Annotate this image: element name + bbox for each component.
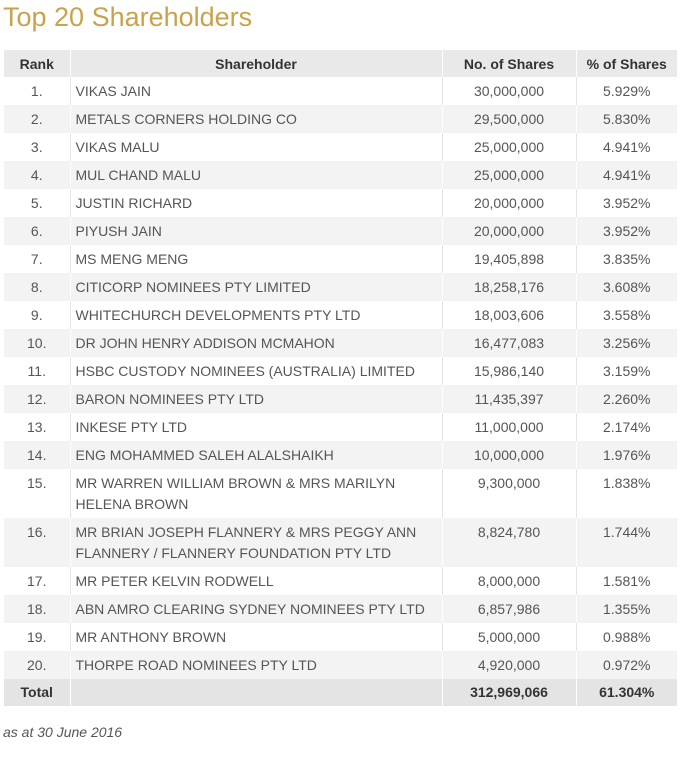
cell-rank: 20. xyxy=(27,656,47,673)
cell-pct: 1.976% xyxy=(603,446,651,463)
cell-pct: 1.355% xyxy=(603,600,651,617)
table-row xyxy=(4,77,677,105)
table-row xyxy=(4,301,677,329)
cell-shareholder: ENG MOHAMMED SALEH ALALSHAIKH xyxy=(75,446,334,463)
cell-rank: 7. xyxy=(30,250,43,267)
cell-rank: 13. xyxy=(27,418,47,435)
cell-shareholder: MR ANTHONY BROWN xyxy=(75,628,227,645)
table-row xyxy=(4,329,677,357)
table-row xyxy=(4,105,677,133)
cell-shares: 30,000,000 xyxy=(473,82,545,99)
cell-rank: 3. xyxy=(30,138,43,155)
table-body xyxy=(4,77,677,679)
table-row xyxy=(4,161,677,189)
cell-shareholder: CITICORP NOMINEES PTY LIMITED xyxy=(75,278,311,295)
table-row xyxy=(4,385,677,413)
shareholders-table xyxy=(4,50,677,706)
cell-pct: 3.952% xyxy=(603,194,651,211)
cell-rank: 5. xyxy=(30,194,43,211)
cell-rank: 10. xyxy=(27,334,47,351)
cell-pct: 0.988% xyxy=(603,628,651,645)
cell-pct: 2.174% xyxy=(603,418,651,435)
cell-pct: 1.838% xyxy=(603,474,651,491)
cell-rank: 12. xyxy=(27,390,47,407)
cell-shares: 8,824,780 xyxy=(477,523,541,540)
cell-rank: 4. xyxy=(30,166,43,183)
cell-shareholder: METALS CORNERS HOLDING CO xyxy=(75,110,297,127)
cell-rank: 9. xyxy=(30,306,43,323)
cell-shareholder: MR PETER KELVIN RODWELL xyxy=(75,572,274,589)
cell-shares: 18,003,606 xyxy=(473,306,545,323)
table-row xyxy=(4,623,677,651)
cell-rank: 11. xyxy=(27,362,46,379)
table-header-row xyxy=(4,50,677,77)
table-row xyxy=(4,441,677,469)
table-row xyxy=(4,189,677,217)
cell-shareholder: VIKAS MALU xyxy=(75,138,160,155)
cell-shares: 16,477,083 xyxy=(473,334,545,351)
cell-shares: 15,986,140 xyxy=(473,362,545,379)
as-at-note: as at 30 June 2016 xyxy=(3,724,123,740)
column-header-shareholder: Shareholder xyxy=(70,50,442,77)
cell-shares: 6,857,986 xyxy=(477,600,541,617)
cell-pct: 2.260% xyxy=(603,390,651,407)
cell-rank: 14. xyxy=(27,446,47,463)
cell-pct: 3.256% xyxy=(603,334,651,351)
table-row xyxy=(4,413,677,441)
cell-pct: 5.929% xyxy=(603,82,651,99)
cell-shares: 8,000,000 xyxy=(477,572,541,589)
column-header-pct: % of Shares xyxy=(576,50,677,77)
table-row xyxy=(4,469,677,518)
cell-pct: 3.835% xyxy=(603,250,651,267)
cell-pct: 0.972% xyxy=(603,656,651,673)
cell-shares: 29,500,000 xyxy=(473,110,545,127)
table-row xyxy=(4,567,677,595)
page-title: Top 20 Shareholders xyxy=(3,2,253,32)
cell-shares: 19,405,898 xyxy=(473,250,545,267)
table-row xyxy=(4,245,677,273)
cell-shares: 18,258,176 xyxy=(473,278,545,295)
cell-shareholder: BARON NOMINEES PTY LTD xyxy=(75,390,265,407)
cell-shareholder: PIYUSH JAIN xyxy=(75,222,162,239)
table-row xyxy=(4,651,677,679)
cell-shares: 20,000,000 xyxy=(473,222,545,239)
column-header-rank: Rank xyxy=(4,50,70,77)
cell-rank: 1. xyxy=(30,82,43,99)
cell-shareholder: MR BRIAN JOSEPH FLANNERY & MRS PEGGY ANN FLANNERY / FLANNERY FOUNDATION PTY LTD xyxy=(75,523,417,561)
cell-rank: 19. xyxy=(27,628,47,645)
total-pct: 61.304% xyxy=(599,684,655,700)
cell-shareholder: INKESE PTY LTD xyxy=(75,418,188,435)
cell-rank: 15. xyxy=(27,474,47,491)
cell-pct: 1.744% xyxy=(603,523,651,540)
cell-shareholder: MUL CHAND MALU xyxy=(75,166,201,183)
cell-shares: 9,300,000 xyxy=(477,474,541,491)
cell-shareholder: WHITECHURCH DEVELOPMENTS PTY LTD xyxy=(75,306,361,323)
table-row xyxy=(4,518,677,567)
cell-rank: 8. xyxy=(30,278,43,295)
total-shares: 312,969,066 xyxy=(470,684,548,700)
total-row xyxy=(4,679,677,706)
cell-shareholder: VIKAS JAIN xyxy=(75,82,151,99)
cell-rank: 16. xyxy=(27,523,47,540)
cell-pct: 1.581% xyxy=(603,572,651,589)
cell-rank: 6. xyxy=(30,222,43,239)
cell-shares: 25,000,000 xyxy=(473,166,545,183)
cell-shareholder: MR WARREN WILLIAM BROWN & MRS MARILYN HELENA BROWN xyxy=(75,474,396,512)
cell-pct: 5.830% xyxy=(603,110,651,127)
cell-shareholder: DR JOHN HENRY ADDISON MCMAHON xyxy=(75,334,335,351)
table-row xyxy=(4,273,677,301)
cell-shareholder: THORPE ROAD NOMINEES PTY LTD xyxy=(75,656,317,673)
cell-shareholder: MS MENG MENG xyxy=(75,250,189,267)
cell-pct: 3.558% xyxy=(603,306,651,323)
table-row xyxy=(4,217,677,245)
total-label: Total xyxy=(20,684,53,700)
cell-pct: 4.941% xyxy=(603,166,651,183)
cell-shares: 11,435,397 xyxy=(474,390,544,407)
cell-pct: 4.941% xyxy=(603,138,651,155)
cell-shareholder: HSBC CUSTODY NOMINEES (AUSTRALIA) LIMITED xyxy=(75,362,415,379)
cell-pct: 3.608% xyxy=(603,278,651,295)
cell-pct: 3.159% xyxy=(603,362,651,379)
cell-rank: 2. xyxy=(30,110,43,127)
cell-shares: 20,000,000 xyxy=(473,194,545,211)
cell-shareholder: JUSTIN RICHARD xyxy=(75,194,193,211)
table-row xyxy=(4,357,677,385)
cell-shares: 4,920,000 xyxy=(477,656,541,673)
cell-shares: 11,000,000 xyxy=(474,418,544,435)
column-header-shares: No. of Shares xyxy=(442,50,576,77)
cell-shareholder: ABN AMRO CLEARING SYDNEY NOMINEES PTY LTD xyxy=(75,600,425,617)
cell-rank: 17. xyxy=(27,572,47,589)
cell-shares: 10,000,000 xyxy=(473,446,545,463)
table-row xyxy=(4,595,677,623)
cell-pct: 3.952% xyxy=(603,222,651,239)
cell-shares: 5,000,000 xyxy=(477,628,541,645)
cell-shares: 25,000,000 xyxy=(473,138,545,155)
cell-rank: 18. xyxy=(27,600,47,617)
table-row xyxy=(4,133,677,161)
